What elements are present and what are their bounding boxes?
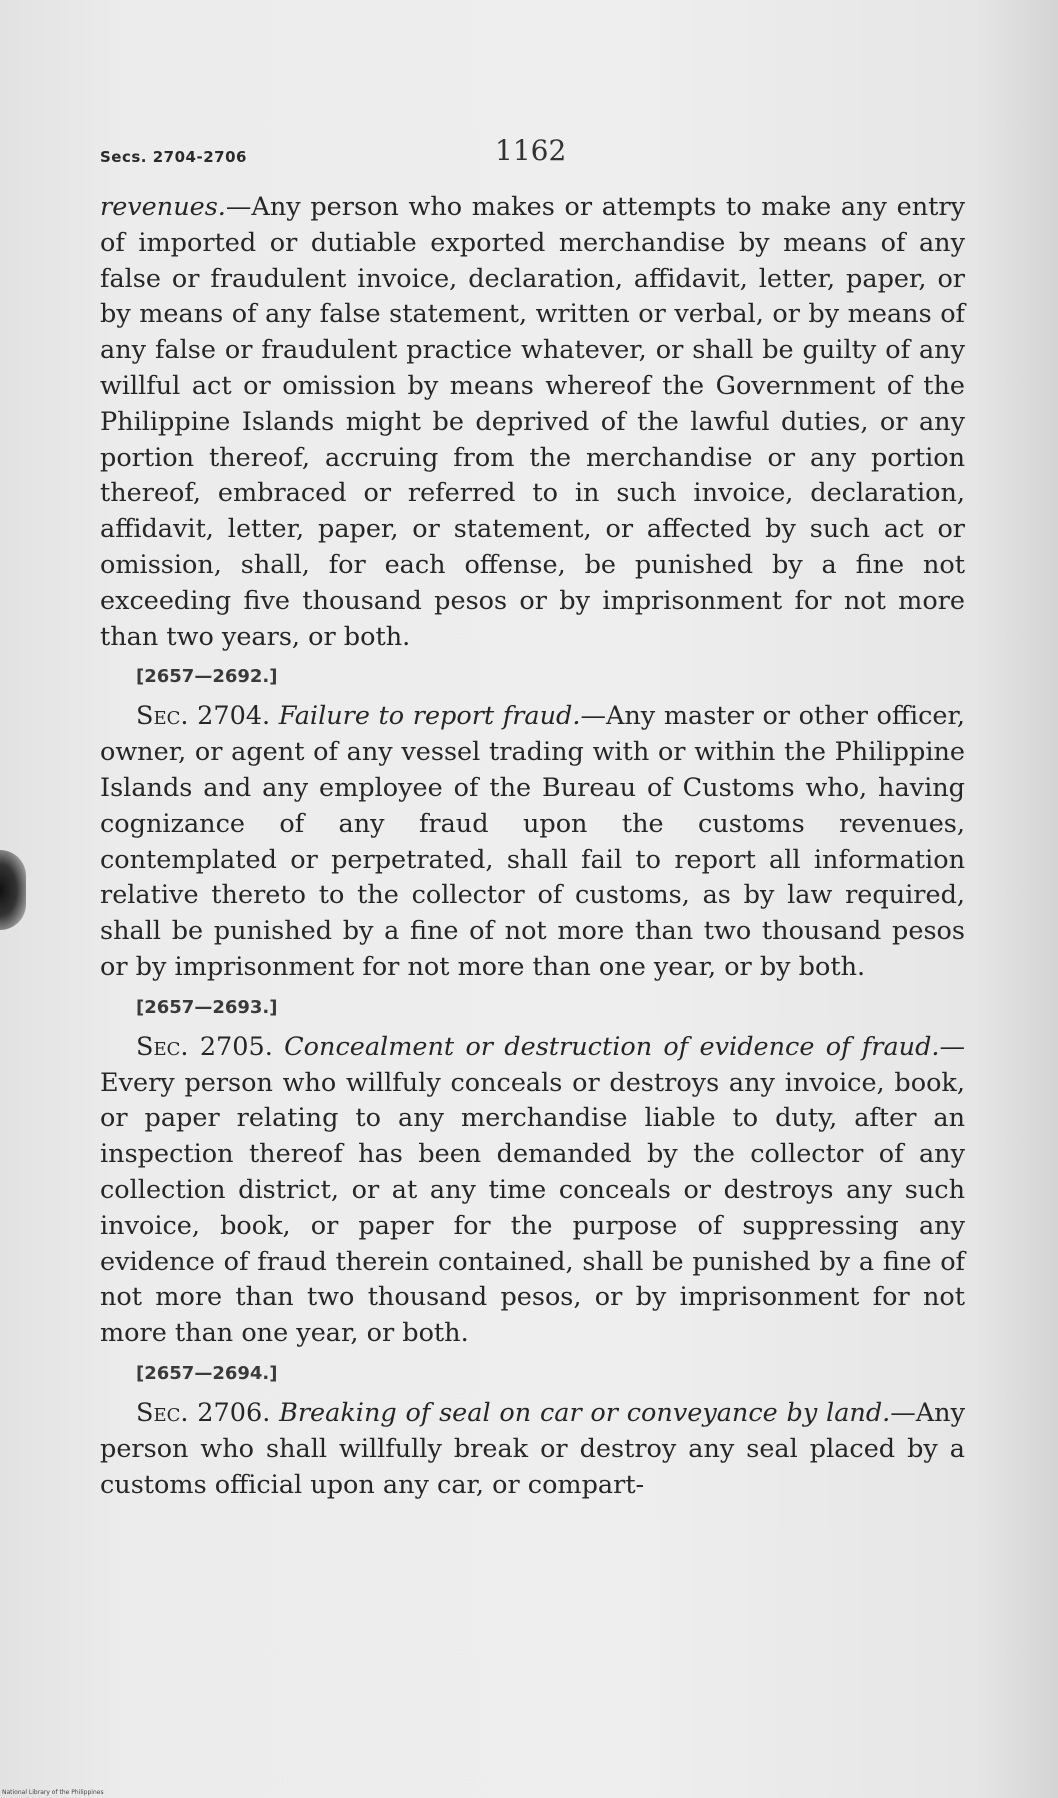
page-body: [100, 190, 965, 1503]
continued-paragraph: [100, 190, 965, 655]
section-title: Concealment or destruction of evidence of fraud.: [284, 1031, 940, 1062]
section-number: 2705.: [199, 1031, 273, 1062]
page-number: 1162: [495, 134, 567, 167]
section-2705: [100, 1030, 965, 1352]
section-label: Sec.: [136, 1397, 189, 1428]
section-title: Breaking of seal on car or conveyance by land.: [279, 1397, 891, 1428]
section-title: Failure to report fraud.: [278, 701, 581, 732]
section-label: Sec.: [136, 701, 189, 732]
section-2704: [100, 699, 965, 985]
statute-reference: [2657—2692.]: [136, 666, 278, 688]
section-text: —Any master or other officer, owner, or agent of any vessel trading with or within the Philippine Islands and any employee of the Bureau of Customs who, having cognizance of any fraud upon the customs revenues, contemplated or perpetrated, shall fail to report all information relative thereto to the collector of customs, as by law required, shall be punished by a fine of not more than two thousand pesos or by imprisonment for not more than one year, or by both.: [100, 701, 966, 982]
lead-italic: revenues.: [100, 192, 226, 222]
binding-shadow: [0, 850, 26, 930]
section-number: 2706.: [197, 1397, 271, 1428]
paragraph-text: —Any person who makes or attempts to make any entry of imported or dutiable exported merchandise by means of any false or fraudulent invoice, declaration, affidavit, letter, paper, or by means of any false statement, written or verbal, or by means of any false or fraudulent practice whatever, or shall be guilty of any willful act or omission by means whereof the Government of the Philippine Islands might be deprived of the lawful duties, or any portion thereof, accruing from the merchandise or any portion thereof, embraced or referred to in such invoice, declaration, affidavit, letter, paper, or statement, or affected by such act or omission, shall, for each offense, be punished by a fine not exceeding five thousand pesos or by imprisonment for not more than two years, or both.: [100, 192, 965, 652]
footer-note: National Library of the Philippines: [2, 1789, 104, 1796]
page-header: [100, 134, 960, 174]
section-number: 2704.: [197, 701, 271, 732]
section-text: —Any person who shall willfully break or destroy any seal placed by a customs official upon any car, or compart-: [100, 1397, 965, 1500]
section-label: Sec.: [136, 1031, 189, 1062]
section-range: Secs. 2704-2706: [100, 148, 247, 166]
section-2706: [100, 1396, 965, 1503]
section-text: —Every person who willfuly conceals or destroys any invoice, book, or paper relating to any merchandise liable to duty, after an inspection thereof has been demanded by the collector of any collection district, or at any time conceals or destroys any such invoice, book, or paper for the purpose of suppressing any evidence of fraud therein contained, shall be punished by a fine of not more than two thousand pesos, or by imprisonment for not more than one year, or both.: [100, 1031, 966, 1349]
statute-reference: [2657—2694.]: [136, 1362, 278, 1384]
statute-reference: [2657—2693.]: [136, 996, 278, 1018]
